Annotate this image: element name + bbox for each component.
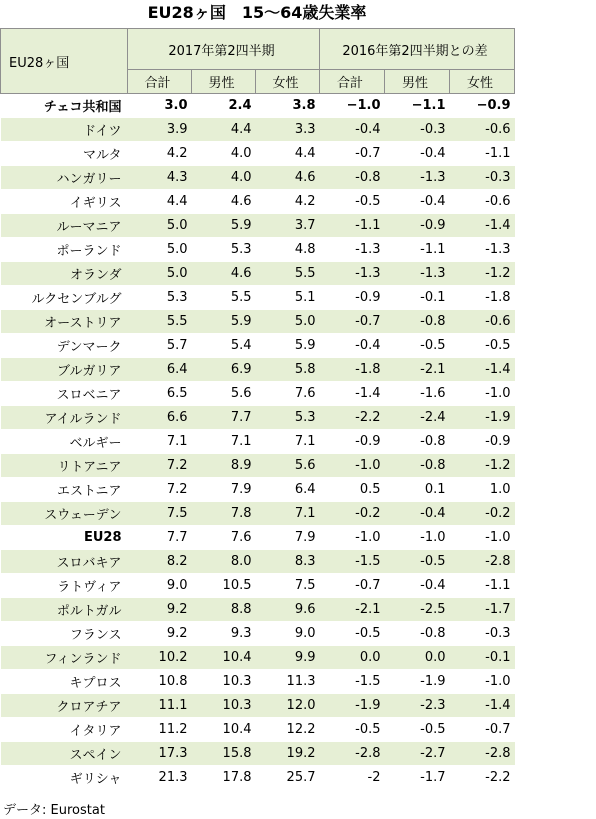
cell-male-2017: 4.6: [192, 262, 256, 286]
cell-male-2017: 8.8: [192, 598, 256, 622]
cell-female-2017: 3.8: [256, 94, 320, 118]
cell-total-diff: 0.0: [320, 646, 385, 670]
header-male: 男性: [192, 70, 256, 94]
table-row: [1, 574, 515, 598]
unemployment-table: [0, 28, 515, 790]
cell-male-2017: 6.9: [192, 358, 256, 382]
table-row: [1, 598, 515, 622]
table-row: [1, 94, 515, 118]
header-country: EU28ヶ国: [1, 29, 128, 94]
cell-female-2017: 7.6: [256, 382, 320, 406]
cell-total-2017: 5.0: [128, 238, 192, 262]
cell-female-diff: -1.0: [450, 526, 515, 550]
table-row: [1, 310, 515, 334]
cell-male-diff: -0.3: [385, 118, 450, 142]
cell-male-2017: 10.3: [192, 694, 256, 718]
header-female: 女性: [256, 70, 320, 94]
cell-male-2017: 5.9: [192, 214, 256, 238]
country-name: オーストリア: [1, 310, 128, 334]
cell-female-diff: -0.7: [450, 718, 515, 742]
table-row: [1, 670, 515, 694]
cell-total-2017: 21.3: [128, 766, 192, 790]
cell-male-diff: -0.8: [385, 310, 450, 334]
table-row: [1, 622, 515, 646]
cell-male-diff: -0.5: [385, 334, 450, 358]
table-row: [1, 334, 515, 358]
table-row: [1, 646, 515, 670]
country-name: スペイン: [1, 742, 128, 766]
cell-total-2017: 6.6: [128, 406, 192, 430]
cell-male-2017: 8.9: [192, 454, 256, 478]
table-row: [1, 430, 515, 454]
cell-female-2017: 5.5: [256, 262, 320, 286]
cell-male-2017: 4.6: [192, 190, 256, 214]
data-source: データ: Eurostat: [3, 803, 105, 818]
cell-female-2017: 4.6: [256, 166, 320, 190]
cell-female-2017: 5.1: [256, 286, 320, 310]
cell-female-diff: -0.5: [450, 334, 515, 358]
cell-female-2017: 11.3: [256, 670, 320, 694]
cell-female-diff: -0.1: [450, 646, 515, 670]
cell-total-diff: -1.0: [320, 454, 385, 478]
cell-male-2017: 9.3: [192, 622, 256, 646]
cell-male-2017: 5.4: [192, 334, 256, 358]
country-name: ポルトガル: [1, 598, 128, 622]
cell-total-2017: 5.0: [128, 214, 192, 238]
cell-female-2017: 3.7: [256, 214, 320, 238]
cell-female-diff: -1.7: [450, 598, 515, 622]
cell-female-2017: 9.6: [256, 598, 320, 622]
table-row: [1, 382, 515, 406]
cell-female-diff: −0.9: [450, 94, 515, 118]
header-diff-total: 合計: [320, 70, 385, 94]
cell-total-diff: -1.5: [320, 670, 385, 694]
cell-female-2017: 9.0: [256, 622, 320, 646]
cell-total-2017: 7.2: [128, 478, 192, 502]
cell-female-2017: 7.1: [256, 502, 320, 526]
cell-total-2017: 7.7: [128, 526, 192, 550]
page-title: EU28ヶ国 15～64歳失業率: [147, 3, 367, 22]
cell-total-diff: -1.8: [320, 358, 385, 382]
cell-total-2017: 7.2: [128, 454, 192, 478]
cell-male-diff: -0.4: [385, 574, 450, 598]
cell-female-diff: -0.6: [450, 310, 515, 334]
cell-female-diff: -0.3: [450, 166, 515, 190]
country-name: オランダ: [1, 262, 128, 286]
country-name: ハンガリー: [1, 166, 128, 190]
cell-female-diff: -1.0: [450, 382, 515, 406]
cell-total-2017: 9.2: [128, 598, 192, 622]
cell-male-diff: −1.1: [385, 94, 450, 118]
cell-male-diff: 0.0: [385, 646, 450, 670]
cell-female-diff: -2.8: [450, 742, 515, 766]
cell-total-diff: -1.0: [320, 526, 385, 550]
cell-female-2017: 5.3: [256, 406, 320, 430]
cell-total-diff: -0.4: [320, 118, 385, 142]
cell-female-2017: 9.9: [256, 646, 320, 670]
cell-female-2017: 8.3: [256, 550, 320, 574]
cell-total-2017: 7.5: [128, 502, 192, 526]
cell-male-2017: 10.4: [192, 646, 256, 670]
cell-female-2017: 6.4: [256, 478, 320, 502]
table-row: [1, 550, 515, 574]
cell-male-diff: 0.1: [385, 478, 450, 502]
cell-female-diff: -1.2: [450, 454, 515, 478]
country-name: イギリス: [1, 190, 128, 214]
table-row: [1, 694, 515, 718]
cell-female-diff: -1.1: [450, 574, 515, 598]
cell-female-diff: -0.3: [450, 622, 515, 646]
cell-female-2017: 4.8: [256, 238, 320, 262]
country-name: ブルガリア: [1, 358, 128, 382]
country-name: ベルギー: [1, 430, 128, 454]
cell-total-diff: 0.5: [320, 478, 385, 502]
table-row: [1, 118, 515, 142]
table-row: [1, 238, 515, 262]
cell-female-2017: 7.5: [256, 574, 320, 598]
cell-male-2017: 17.8: [192, 766, 256, 790]
cell-male-2017: 10.3: [192, 670, 256, 694]
table-row: [1, 502, 515, 526]
table-row: [1, 454, 515, 478]
cell-male-diff: -1.6: [385, 382, 450, 406]
cell-male-diff: -1.3: [385, 166, 450, 190]
country-name: エストニア: [1, 478, 128, 502]
cell-female-diff: -2.2: [450, 766, 515, 790]
cell-female-diff: -0.6: [450, 118, 515, 142]
cell-total-diff: -0.9: [320, 430, 385, 454]
cell-male-diff: -0.4: [385, 502, 450, 526]
cell-total-2017: 11.2: [128, 718, 192, 742]
cell-total-2017: 10.2: [128, 646, 192, 670]
cell-male-diff: -0.8: [385, 454, 450, 478]
cell-male-diff: -1.7: [385, 766, 450, 790]
cell-female-diff: -1.1: [450, 142, 515, 166]
cell-total-diff: -0.5: [320, 190, 385, 214]
cell-male-2017: 7.9: [192, 478, 256, 502]
country-name: ギリシャ: [1, 766, 128, 790]
cell-female-diff: -0.2: [450, 502, 515, 526]
cell-female-diff: -1.3: [450, 238, 515, 262]
cell-male-diff: -0.9: [385, 214, 450, 238]
cell-female-2017: 12.0: [256, 694, 320, 718]
cell-total-2017: 11.1: [128, 694, 192, 718]
cell-male-2017: 4.0: [192, 166, 256, 190]
table-body: [1, 94, 515, 790]
cell-male-2017: 15.8: [192, 742, 256, 766]
cell-male-2017: 7.7: [192, 406, 256, 430]
cell-total-2017: 3.0: [128, 94, 192, 118]
country-name: デンマーク: [1, 334, 128, 358]
country-name: ポーランド: [1, 238, 128, 262]
cell-male-2017: 5.5: [192, 286, 256, 310]
country-name: イタリア: [1, 718, 128, 742]
cell-female-2017: 7.9: [256, 526, 320, 550]
cell-male-diff: -2.1: [385, 358, 450, 382]
cell-male-diff: -0.4: [385, 190, 450, 214]
cell-male-2017: 2.4: [192, 94, 256, 118]
cell-male-2017: 8.0: [192, 550, 256, 574]
cell-male-2017: 4.4: [192, 118, 256, 142]
cell-male-diff: -2.4: [385, 406, 450, 430]
cell-female-2017: 5.6: [256, 454, 320, 478]
country-name: ルーマニア: [1, 214, 128, 238]
cell-female-diff: -1.4: [450, 214, 515, 238]
country-name: チェコ共和国: [1, 94, 128, 118]
cell-male-2017: 10.4: [192, 718, 256, 742]
cell-total-diff: -0.7: [320, 574, 385, 598]
country-name: ドイツ: [1, 118, 128, 142]
cell-male-diff: -0.8: [385, 430, 450, 454]
country-name: ルクセンブルグ: [1, 286, 128, 310]
country-name: アイルランド: [1, 406, 128, 430]
cell-male-2017: 5.6: [192, 382, 256, 406]
cell-total-diff: -0.5: [320, 718, 385, 742]
country-name: リトアニア: [1, 454, 128, 478]
country-name: フランス: [1, 622, 128, 646]
cell-total-2017: 4.2: [128, 142, 192, 166]
cell-total-2017: 8.2: [128, 550, 192, 574]
cell-total-2017: 6.4: [128, 358, 192, 382]
country-name: EU28: [1, 526, 128, 550]
table-row: [1, 262, 515, 286]
cell-total-2017: 10.8: [128, 670, 192, 694]
cell-female-diff: -0.6: [450, 190, 515, 214]
cell-female-2017: 4.4: [256, 142, 320, 166]
cell-total-2017: 6.5: [128, 382, 192, 406]
cell-female-2017: 5.9: [256, 334, 320, 358]
cell-total-diff: -1.9: [320, 694, 385, 718]
cell-total-diff: -1.3: [320, 238, 385, 262]
country-name: キプロス: [1, 670, 128, 694]
cell-total-2017: 5.5: [128, 310, 192, 334]
cell-male-diff: -2.7: [385, 742, 450, 766]
header-diff-2016q2: 2016年第2四半期との差: [320, 29, 515, 70]
table-row: [1, 718, 515, 742]
cell-male-diff: -0.5: [385, 550, 450, 574]
cell-total-2017: 4.4: [128, 190, 192, 214]
cell-total-diff: -0.5: [320, 622, 385, 646]
cell-total-diff: -1.3: [320, 262, 385, 286]
country-name: フィンランド: [1, 646, 128, 670]
cell-total-diff: -1.4: [320, 382, 385, 406]
cell-male-diff: -0.1: [385, 286, 450, 310]
cell-total-2017: 5.7: [128, 334, 192, 358]
header-2017q2: 2017年第2四半期: [128, 29, 320, 70]
cell-total-diff: -2.1: [320, 598, 385, 622]
cell-female-2017: 25.7: [256, 766, 320, 790]
cell-male-diff: -1.9: [385, 670, 450, 694]
cell-total-diff: -2.2: [320, 406, 385, 430]
table-row: [1, 142, 515, 166]
cell-total-2017: 17.3: [128, 742, 192, 766]
country-name: スウェーデン: [1, 502, 128, 526]
cell-total-2017: 5.0: [128, 262, 192, 286]
cell-male-diff: -0.4: [385, 142, 450, 166]
cell-total-diff: -0.9: [320, 286, 385, 310]
table-row: [1, 358, 515, 382]
table-row: [1, 166, 515, 190]
cell-male-diff: -1.1: [385, 238, 450, 262]
cell-male-2017: 5.9: [192, 310, 256, 334]
cell-female-2017: 5.8: [256, 358, 320, 382]
cell-female-2017: 19.2: [256, 742, 320, 766]
cell-total-2017: 7.1: [128, 430, 192, 454]
header-diff-male: 男性: [385, 70, 450, 94]
cell-female-diff: -1.0: [450, 670, 515, 694]
cell-total-diff: -0.7: [320, 142, 385, 166]
country-name: マルタ: [1, 142, 128, 166]
cell-female-2017: 5.0: [256, 310, 320, 334]
country-name: スロベニア: [1, 382, 128, 406]
cell-total-diff: -0.2: [320, 502, 385, 526]
table-row: [1, 286, 515, 310]
cell-total-2017: 3.9: [128, 118, 192, 142]
header-total: 合計: [128, 70, 192, 94]
cell-male-diff: -2.3: [385, 694, 450, 718]
cell-female-diff: -2.8: [450, 550, 515, 574]
cell-male-diff: -0.8: [385, 622, 450, 646]
table-row: [1, 190, 515, 214]
cell-female-diff: -0.9: [450, 430, 515, 454]
cell-male-2017: 4.0: [192, 142, 256, 166]
cell-total-diff: -1.1: [320, 214, 385, 238]
cell-female-2017: 4.2: [256, 190, 320, 214]
cell-female-diff: -1.4: [450, 694, 515, 718]
cell-male-diff: -1.0: [385, 526, 450, 550]
cell-total-2017: 5.3: [128, 286, 192, 310]
cell-male-2017: 7.8: [192, 502, 256, 526]
cell-female-2017: 7.1: [256, 430, 320, 454]
cell-female-diff: 1.0: [450, 478, 515, 502]
cell-female-diff: -1.8: [450, 286, 515, 310]
country-name: ラトヴィア: [1, 574, 128, 598]
cell-male-diff: -1.3: [385, 262, 450, 286]
cell-total-2017: 9.0: [128, 574, 192, 598]
cell-female-diff: -1.4: [450, 358, 515, 382]
cell-male-2017: 7.1: [192, 430, 256, 454]
cell-male-diff: -2.5: [385, 598, 450, 622]
table-row: [1, 478, 515, 502]
cell-total-diff: -0.8: [320, 166, 385, 190]
cell-female-2017: 12.2: [256, 718, 320, 742]
cell-male-2017: 5.3: [192, 238, 256, 262]
cell-female-diff: -1.2: [450, 262, 515, 286]
cell-total-diff: -2: [320, 766, 385, 790]
table-row: [1, 406, 515, 430]
cell-total-2017: 9.2: [128, 622, 192, 646]
cell-male-2017: 10.5: [192, 574, 256, 598]
cell-total-diff: -2.8: [320, 742, 385, 766]
cell-total-diff: −1.0: [320, 94, 385, 118]
cell-male-2017: 7.6: [192, 526, 256, 550]
country-name: クロアチア: [1, 694, 128, 718]
table-row: [1, 214, 515, 238]
table-row: [1, 766, 515, 790]
header-diff-female: 女性: [450, 70, 515, 94]
cell-total-diff: -0.4: [320, 334, 385, 358]
cell-total-2017: 4.3: [128, 166, 192, 190]
cell-total-diff: -1.5: [320, 550, 385, 574]
cell-female-diff: -1.9: [450, 406, 515, 430]
cell-female-2017: 3.3: [256, 118, 320, 142]
country-name: スロバキア: [1, 550, 128, 574]
table-row: [1, 742, 515, 766]
table-row: [1, 526, 515, 550]
cell-total-diff: -0.7: [320, 310, 385, 334]
cell-male-diff: -0.5: [385, 718, 450, 742]
